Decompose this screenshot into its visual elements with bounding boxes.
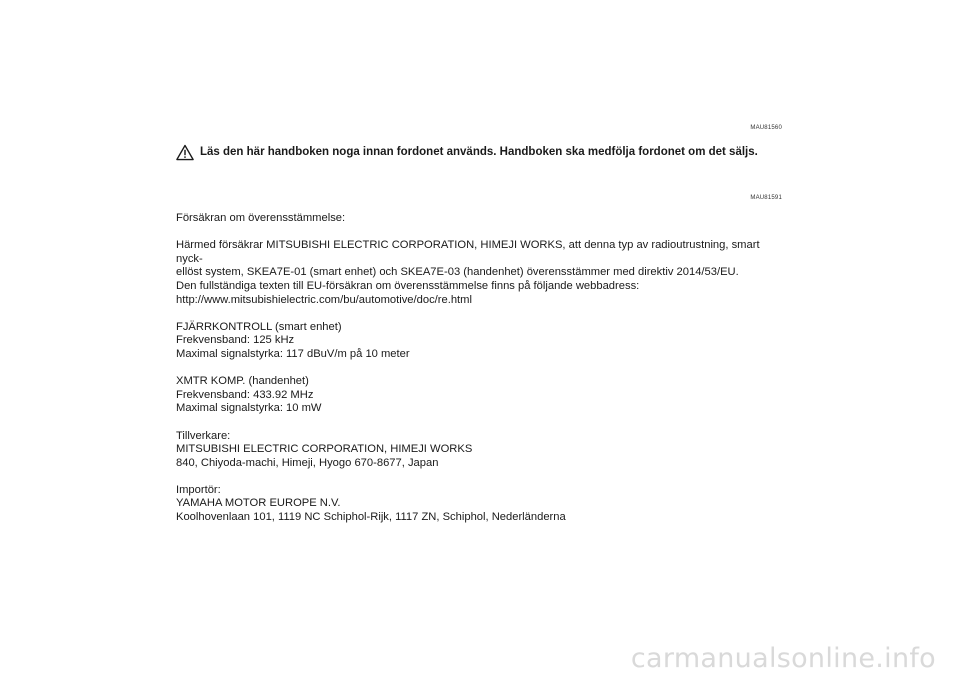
manufacturer-label: Tillverkare: — [176, 429, 231, 442]
remote-strength: Maximal signalstyrka: 117 dBuV/m på 10 meter — [176, 347, 410, 360]
importer-label: Importör: — [176, 483, 221, 496]
manufacturer-section — [176, 430, 788, 471]
declaration-heading: Försäkran om överensstämmelse: — [176, 212, 346, 224]
warning-text: Läs den här handboken noga innan fordonet används. Handboken ska medfölja fordonet om det säljs. — [200, 146, 758, 158]
handset-frequency: Frekvensband: 433.92 MHz — [176, 388, 314, 401]
importer-section — [176, 484, 788, 525]
importer-name: YAMAHA MOTOR EUROPE N.V. — [176, 497, 341, 510]
warning-triangle-icon — [176, 144, 194, 161]
declaration-line: ellöst system, SKEA7E-01 (smart enhet) och SKEA7E-03 (handenhet) överensstämmer med direktiv 2014/53/EU. — [176, 266, 739, 279]
declaration-text — [176, 239, 788, 307]
remote-section — [176, 321, 788, 362]
section-code-warning: MAU81560 — [750, 125, 782, 131]
manufacturer-name: MITSUBISHI ELECTRIC CORPORATION, HIMEJI WORKS — [176, 443, 473, 456]
importer-address: Koolhovenlaan 101, 1119 NC Schiphol-Rijk, 1117 ZN, Schiphol, Nederländerna — [176, 511, 566, 524]
section-code-declaration: MAU81591 — [750, 195, 782, 201]
remote-frequency: Frekvensband: 125 kHz — [176, 334, 295, 347]
declaration-line: Härmed försäkrar MITSUBISHI ELECTRIC CORPORATION, HIMEJI WORKS, att denna typ av radioutrustning, smart nyck- — [176, 239, 760, 265]
remote-title: FJÄRRKONTROLL (smart enhet) — [176, 320, 342, 333]
handset-title: XMTR KOMP. (handenhet) — [176, 375, 309, 388]
watermark: carmanualsonline.info — [630, 643, 936, 674]
handset-section — [176, 375, 788, 416]
handset-strength: Maximal signalstyrka: 10 mW — [176, 402, 322, 415]
declaration-url: http://www.mitsubishielectric.com/bu/automotive/doc/re.html — [176, 293, 472, 306]
document-body — [176, 212, 788, 538]
warning-notice — [176, 143, 758, 161]
manufacturer-address: 840, Chiyoda-machi, Himeji, Hyogo 670-8677, Japan — [176, 456, 439, 469]
declaration-line: Den fullständiga texten till EU-försäkran om överensstämmelse finns på följande webbadress: — [176, 279, 640, 292]
